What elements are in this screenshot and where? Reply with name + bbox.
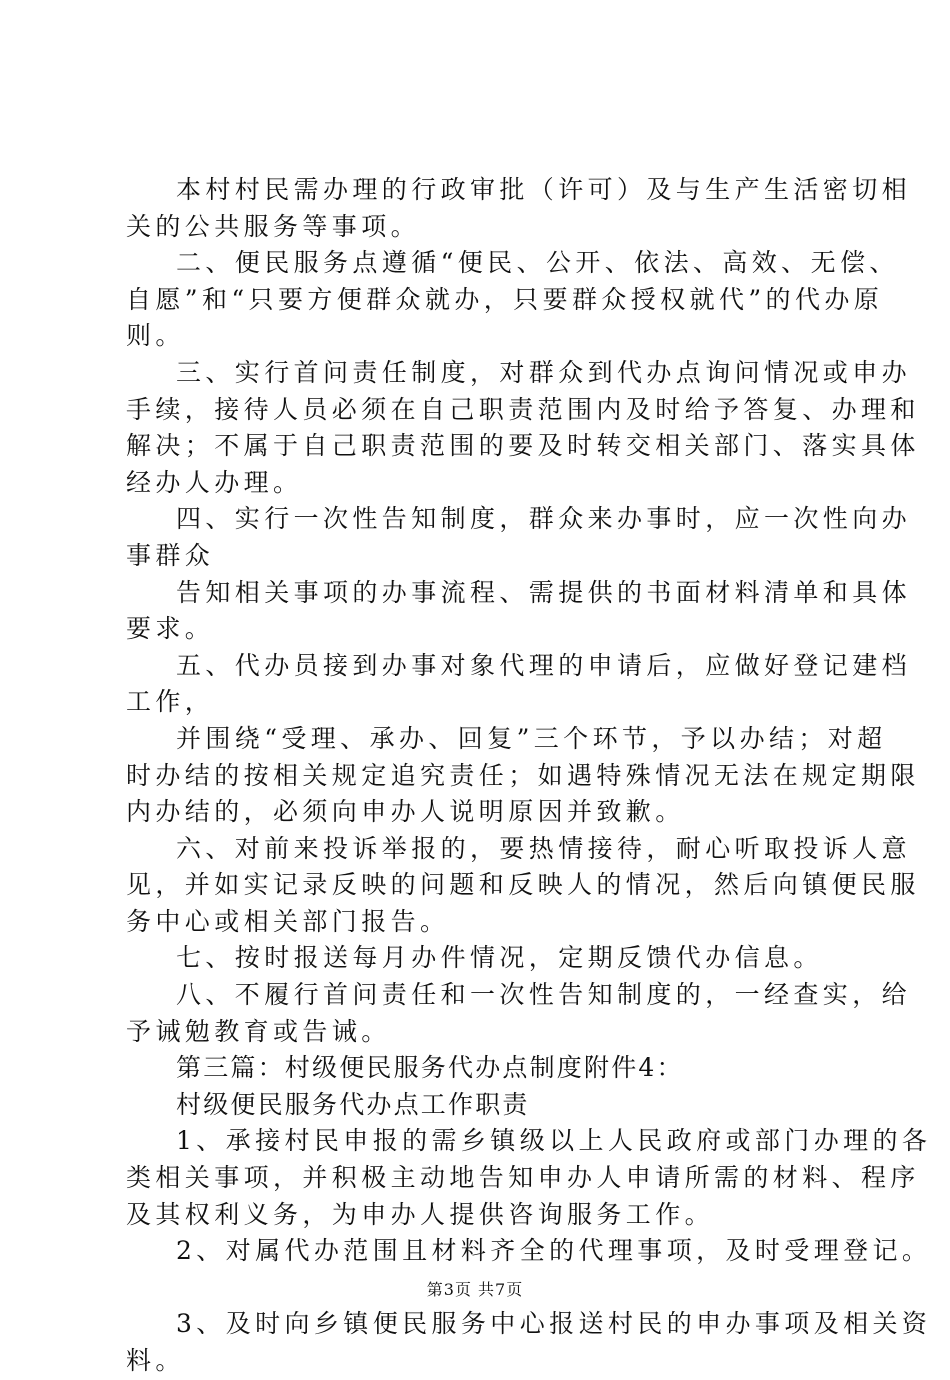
text-line: 见，并如实记录反映的问题和反映人的情况，然后向镇便民服: [126, 870, 920, 900]
text-line: 予诫勉教育或告诫。: [126, 1016, 391, 1046]
text-line: 六、对前来投诉举报的，要热情接待，耐心听取投诉人意: [176, 833, 912, 863]
text-line: 事群众: [126, 540, 215, 570]
text-line: 务中心或相关部门报告。: [126, 906, 450, 936]
text-line: 类相关事项，并积极主动地告知申办人申请所需的材料、程序: [126, 1163, 920, 1193]
text-line: 七、按时报送每月办件情况，定期反馈代办信息。: [176, 943, 823, 973]
text-line: 时办结的按相关规定追究责任；如遇特殊情况无法在规定期限: [126, 760, 920, 790]
section-heading: 第三篇：村级便民服务代办点制度附件4：: [176, 1053, 684, 1083]
text-line: 自愿”和“只要方便群众就办，只要群众授权就代”的代办原: [126, 284, 884, 314]
text-line: 则。: [126, 321, 185, 351]
text-line: 工作，: [126, 687, 215, 717]
text-line: 五、代办员接到办事对象代理的申请后，应做好登记建档: [176, 650, 912, 680]
text-line: 2、对属代办范围且材料齐全的代理事项，及时受理登记。: [176, 1236, 932, 1266]
text-line: 手续，接待人员必须在自己职责范围内及时给予答复、办理和: [126, 394, 920, 424]
text-line: 八、不履行首问责任和一次性告知制度的，一经查实，给: [176, 980, 912, 1010]
text-line: 四、实行一次性告知制度，群众来办事时，应一次性向办: [176, 504, 912, 534]
text-line: 1、承接村民申报的需乡镇级以上人民政府或部门办理的各: [176, 1126, 932, 1156]
text-line: 要求。: [126, 614, 215, 644]
text-line: 二、便民服务点遵循“便民、公开、依法、高效、无偿、: [176, 248, 899, 278]
text-line: 并围绕“受理、承办、回复”三个环节，予以办结；对超: [176, 723, 887, 753]
text-line: 解决；不属于自己职责范围的要及时转交相关部门、落实具体: [126, 431, 920, 461]
text-line: 经办人办理。: [126, 467, 303, 497]
text-line: 及其权利义务，为申办人提供咨询服务工作。: [126, 1199, 715, 1229]
text-line: 关的公共服务等事项。: [126, 211, 421, 241]
page-number: 第3页 共7页: [426, 1280, 524, 1299]
document-body: [126, 172, 932, 1380]
text-line: 本村村民需办理的行政审批（许可）及与生产生活密切相: [176, 175, 912, 204]
text-line: 告知相关事项的办事流程、需提供的书面材料清单和具体: [176, 577, 912, 607]
section-subheading: 村级便民服务代办点工作职责: [176, 1089, 530, 1119]
text-line: 三、实行首问责任制度，对群众到代办点询问情况或申办: [176, 357, 912, 387]
text-line: 3、及时向乡镇便民服务中心报送村民的申办事项及相关资: [176, 1309, 932, 1339]
text-line: 料。: [126, 1346, 185, 1375]
text-line: 内办结的，必须向申办人说明原因并致歉。: [126, 797, 685, 827]
